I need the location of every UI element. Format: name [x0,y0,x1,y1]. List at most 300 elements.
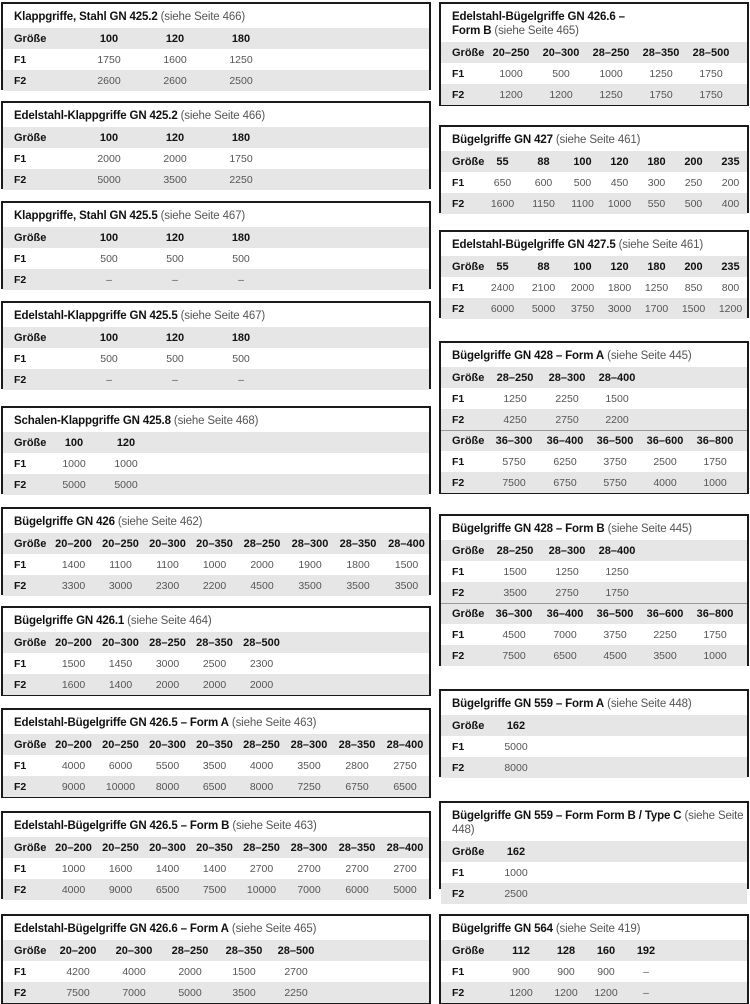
size-value: 28–250 [592,46,630,59]
size-row [3,837,429,858]
f2-row [441,409,747,430]
row-label: F2 [14,273,27,286]
load-value: 3500 [298,579,322,592]
row-label: F1 [452,565,465,578]
load-value: 1500 [503,565,527,578]
size-row [441,430,747,451]
load-value: 9000 [61,780,86,793]
load-value: 1200 [594,986,618,999]
load-value: 2000 [570,281,595,294]
card-title [3,813,429,837]
load-value: 1000 [504,866,528,879]
load-value: 900 [597,965,615,978]
load-value: 1600 [490,197,515,210]
load-table-card [439,341,749,494]
f1-row [441,451,747,472]
f2-row [3,474,429,495]
row-label: F1 [14,657,27,670]
page-reference: (siehe Seite 463) [231,717,317,729]
load-value: 7000 [553,628,577,641]
load-value: 6750 [345,780,369,793]
page-reference: (siehe Seite 465) [231,923,317,935]
load-value: 2300 [249,657,274,670]
size-value: 180 [231,231,251,244]
f2-row [3,70,429,91]
load-value: 2000 [163,152,187,165]
load-value: 1400 [202,862,227,875]
product-name: Bügelgriffe GN 559 – Form A [452,698,605,710]
size-value: 20–250 [492,46,530,59]
page-reference: (siehe Seite 466) [180,110,266,122]
row-label: F1 [14,352,27,365]
row-label: Größe [14,636,47,649]
row-label: Größe [14,537,47,550]
load-value: 900 [557,965,575,978]
row-label: F1 [452,965,465,978]
load-value: 1750 [229,152,253,165]
size-value: 100 [99,131,119,144]
load-value: 1750 [699,67,723,80]
f2-row [441,582,747,603]
load-value: – [643,986,649,999]
size-value: 36–800 [696,435,734,447]
load-value: 2800 [345,759,369,772]
load-value: 2250 [284,986,308,999]
f2-row [441,645,747,666]
load-value: 5000 [393,883,417,896]
f2-row [441,472,747,493]
load-value: 1400 [61,558,86,571]
size-value: 20–300 [149,537,186,550]
load-value: – [172,373,178,386]
load-value: 400 [721,197,740,210]
load-value: 2000 [250,558,274,571]
product-name-line2: Form B [452,25,492,37]
load-table-card [1,201,431,289]
load-value: 4200 [66,965,90,978]
size-value: 28–300 [291,537,329,550]
load-value: 1450 [108,657,133,670]
load-value: 3500 [653,649,677,662]
row-label: Größe [14,231,47,244]
page-reference: (siehe Seite 445) [607,523,692,535]
row-label: F1 [452,740,465,753]
page-reference: (siehe Seite 468) [173,415,259,427]
card-title [441,516,747,540]
f1-row [441,388,747,409]
load-value: 4000 [249,759,274,772]
f2-row [3,982,429,1003]
size-row [441,151,747,172]
load-value: 1000 [703,649,727,662]
card-title [441,4,747,42]
product-name: Edelstahl-Bügelgriffe GN 426.6 – [452,11,625,23]
load-value: 1500 [605,392,629,405]
size-row [3,127,429,148]
size-value: 160 [596,944,616,957]
load-value: 1500 [394,558,419,571]
f1-row [3,653,429,674]
load-value: 500 [573,176,592,189]
load-value: 4500 [502,628,526,641]
load-value: 6500 [155,883,180,896]
f1-row [3,961,429,982]
row-label: F1 [14,558,27,571]
load-value: 2000 [178,965,202,978]
f2-row [441,298,747,319]
load-value: 500 [232,352,250,365]
row-label: Größe [14,841,47,854]
size-row [3,327,429,348]
product-name: Edelstahl-Bügelgriffe GN 426.6 – Form A [14,923,229,935]
load-value: 1000 [703,476,727,489]
size-value: 120 [165,231,185,244]
row-label: F2 [14,74,27,87]
row-label: F1 [452,67,465,80]
size-value: 20–300 [149,738,186,751]
load-value: 900 [512,965,530,978]
row-label: Größe [14,944,47,957]
size-value: 28–250 [496,371,534,384]
size-value: 180 [647,155,666,168]
load-value: 4500 [250,579,274,592]
product-name: Klappgriffe, Stahl GN 425.5 [14,210,158,222]
load-value: 2250 [229,173,253,186]
size-value: 55 [496,155,509,168]
size-value: 180 [231,131,251,144]
f2-row [441,193,747,214]
size-value: 28–250 [243,738,280,751]
size-value: 120 [116,436,136,449]
row-label: Größe [452,719,485,732]
load-value: 7000 [122,986,146,999]
size-value: 28–250 [243,841,280,854]
load-value: 1150 [532,197,555,210]
f2-row [3,776,429,797]
load-value: 10000 [246,883,277,896]
size-value: 20–350 [196,738,233,751]
load-value: 500 [684,197,703,210]
product-name: Schalen-Klappgriffe GN 425.8 [14,415,171,427]
f1-row [441,172,747,193]
row-label: F1 [14,152,27,165]
row-label: F1 [14,759,27,772]
size-value: 20–300 [149,841,186,854]
load-value: 4000 [122,965,146,978]
size-value: 36–500 [596,608,634,620]
load-value: 5000 [178,986,202,999]
row-label: F1 [14,862,27,875]
row-label: F2 [452,986,465,999]
row-label: F2 [14,678,27,691]
row-label: Größe [452,608,485,620]
card-title [3,303,429,327]
load-value: – [106,273,112,286]
row-label: Größe [14,131,47,144]
load-value: 5000 [97,173,121,186]
size-value: 20–200 [55,537,92,550]
f1-row [3,858,429,879]
page-reference: (siehe Seite 448) [607,698,692,710]
load-value: 1200 [718,302,743,315]
size-value: 100 [99,32,119,45]
load-value: 1250 [644,281,669,294]
size-value: 180 [231,32,251,45]
row-label: F2 [14,373,27,386]
load-value: 1250 [503,392,527,405]
load-value: 1000 [499,67,523,80]
size-value: 28–350 [338,738,376,751]
load-table-card [1,2,431,90]
load-value: 500 [552,67,570,80]
size-value: 28–300 [548,544,586,557]
row-label: Größe [452,260,485,273]
card-title [3,203,429,227]
page-reference: (siehe Seite 461) [618,239,704,251]
size-value: 120 [165,131,185,144]
size-row [3,734,429,755]
f2-row [441,883,747,904]
size-value: 55 [496,260,509,273]
row-label: F2 [452,413,465,426]
page-reference: (siehe Seite 463) [232,820,317,832]
row-label: Größe [452,155,485,168]
row-label: F1 [14,965,27,978]
load-value: 1200 [499,88,523,101]
size-value: 20–350 [196,537,233,550]
page-reference: (siehe Seite 467) [160,210,246,222]
load-value: 1750 [699,88,723,101]
load-value: 200 [721,176,740,189]
size-row [441,367,747,388]
load-table-card [439,689,749,777]
product-name: Bügelgriffe GN 427 [452,134,553,146]
size-value: 28–400 [598,544,636,557]
load-value: 550 [647,197,666,210]
row-label: Größe [452,46,485,59]
size-row [3,432,429,453]
size-value: 36–300 [495,608,533,620]
size-value: 20–250 [102,738,139,751]
row-label: F2 [452,476,465,489]
page-reference: (siehe Seite 445) [607,350,692,362]
row-label: Größe [452,435,485,447]
card-title [3,408,429,432]
load-value: 2500 [202,657,227,670]
size-value: 28–250 [243,537,281,550]
product-name: Klappgriffe, Stahl GN 425.2 [14,11,158,23]
size-value: 20–300 [115,944,153,957]
f1-row [3,554,429,575]
size-value: 20–250 [102,841,139,854]
card-title [441,127,747,151]
load-table-card [1,606,431,696]
size-value: 28–300 [548,371,586,384]
load-value: 1200 [549,88,573,101]
size-value: 28–250 [496,544,534,557]
size-value: 28–350 [196,636,233,649]
size-row [3,227,429,248]
card-title [3,710,429,734]
size-value: 192 [636,944,656,957]
load-value: 2200 [202,579,227,592]
load-value: 2200 [605,413,629,426]
load-value: 300 [647,176,666,189]
size-row [441,42,747,63]
f2-row [441,757,747,778]
load-table-card [439,125,749,213]
page-reference: (siehe Seite 461) [555,134,641,146]
size-value: 200 [684,260,703,273]
card-title [3,509,429,533]
size-value: 120 [610,155,629,168]
load-value: 2300 [155,579,180,592]
product-name: Bügelgriffe GN 428 – Form A [452,350,605,362]
load-value: 1800 [346,558,370,571]
product-name: Edelstahl-Klappgriffe GN 425.2 [14,110,178,122]
load-value: – [106,373,112,386]
page-reference: (siehe Seite 464) [127,615,212,627]
load-value: 2250 [555,392,579,405]
product-name: Edelstahl-Bügelgriffe GN 426.5 – Form A [14,717,229,729]
size-value: 28–500 [277,944,315,957]
load-value: 1000 [61,862,86,875]
row-label: F2 [452,761,465,774]
page-reference: (siehe Seite 419) [555,923,641,935]
load-value: 500 [166,352,184,365]
load-table-card [439,2,749,106]
load-value: 4000 [61,759,86,772]
load-value: 6500 [553,649,577,662]
load-value: 4000 [61,883,86,896]
load-value: 1200 [554,986,578,999]
load-table-card [439,230,749,318]
load-table-card [1,101,431,189]
load-value: 5000 [114,478,138,491]
load-value: 2700 [284,965,308,978]
row-label: F2 [14,579,27,592]
load-value: 6000 [490,302,515,315]
load-value: 1750 [703,455,727,468]
size-row [441,715,747,736]
size-row [441,603,747,624]
card-title [441,343,747,367]
load-value: 2100 [531,281,556,294]
load-value: 250 [684,176,703,189]
size-value: 28–400 [388,537,425,550]
load-value: 1600 [61,678,86,691]
load-value: 1100 [156,558,179,571]
row-label: F2 [452,649,465,662]
load-value: 5000 [62,478,86,491]
load-value: 2700 [393,862,417,875]
card-title [3,103,429,127]
load-value: 8000 [155,780,180,793]
row-label: F2 [14,986,27,999]
load-value: 3500 [297,759,321,772]
f2-row [3,169,429,190]
page-reference: (siehe Seite 465) [494,25,579,37]
load-value: 6500 [202,780,227,793]
load-value: 4500 [603,649,627,662]
card-title [3,916,429,940]
size-value: 28–350 [642,46,680,59]
load-value: 3750 [570,302,595,315]
load-value: 650 [493,176,512,189]
size-value: 20–350 [196,841,233,854]
load-value: 1400 [108,678,133,691]
size-row [441,256,747,277]
card-title [441,691,747,715]
load-value: – [238,373,244,386]
size-value: 28–300 [290,738,328,751]
load-value: 2000 [97,152,121,165]
size-value: 20–300 [542,46,580,59]
load-value: 500 [232,252,250,265]
load-table-card [1,406,431,494]
f1-row [441,862,747,883]
product-name: Bügelgriffe GN 564 [452,923,553,935]
row-label: Größe [14,331,47,344]
load-table-card [1,811,431,899]
row-label: Größe [452,845,485,858]
load-value: 2750 [393,759,417,772]
row-label: Größe [452,544,485,557]
load-value: 1500 [681,302,706,315]
size-value: 28–250 [149,636,186,649]
product-name: Edelstahl-Bügelgriffe GN 427.5 [452,239,616,251]
load-value: 2500 [229,74,253,87]
size-value: 36–400 [546,608,584,620]
load-value: 6000 [345,883,369,896]
row-label: F2 [452,887,465,900]
load-value: 1600 [108,862,133,875]
load-value: 3300 [61,579,86,592]
load-value: 7500 [502,476,526,489]
size-value: 128 [556,944,576,957]
load-value: 500 [166,252,184,265]
load-value: 500 [100,352,118,365]
load-value: 7250 [297,780,321,793]
row-label: F2 [14,478,27,491]
load-value: 7000 [297,883,321,896]
product-name: Edelstahl-Klappgriffe GN 425.5 [14,310,178,322]
page-reference: (siehe Seite 467) [180,310,266,322]
size-value: 235 [721,155,740,168]
load-table-card [439,514,749,666]
size-value: 112 [512,944,530,957]
size-row [3,28,429,49]
load-value: 7500 [66,986,90,999]
load-table-card [1,708,431,798]
f1-row [3,148,429,169]
size-value: 180 [231,331,251,344]
load-value: 1700 [644,302,669,315]
load-value: 2000 [249,678,274,691]
size-value: 28–350 [339,537,377,550]
size-value: 20–200 [59,944,97,957]
load-value: 1600 [163,53,187,66]
f1-row [441,961,747,982]
f1-row [3,248,429,269]
load-value: 5000 [531,302,556,315]
load-value: 3500 [346,579,370,592]
card-title [3,608,429,632]
load-value: 10000 [105,780,136,793]
row-label: F1 [452,392,465,405]
load-value: 7500 [202,883,227,896]
size-value: 28–500 [692,46,730,59]
